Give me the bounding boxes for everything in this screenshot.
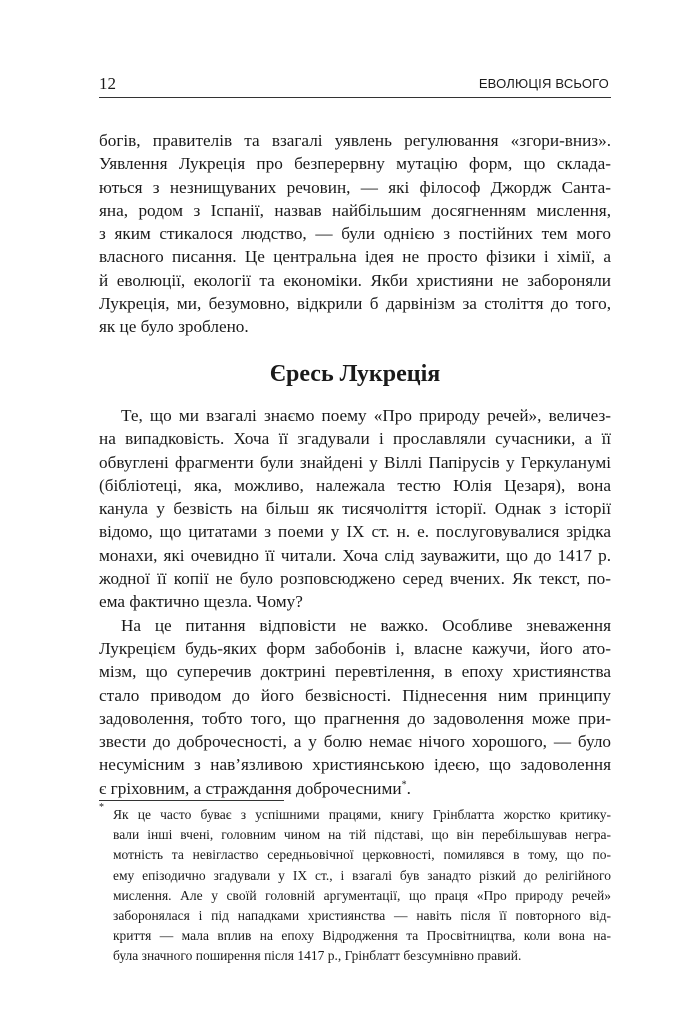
footnote xyxy=(99,802,611,967)
text-line: й еволюції, екології та економіки. Якби християни не забороняли xyxy=(99,270,611,290)
footnote-line xyxy=(99,802,611,825)
text-line: несумісним з нав’язливою християнською ідеєю, що задоволення xyxy=(99,755,611,775)
text-line: задоволення, тобто того, що прагнення до задоволення може при- xyxy=(99,708,611,728)
header-rule xyxy=(99,97,611,98)
running-title: ЕВОЛЮЦІЯ ВСЬОГО xyxy=(478,76,609,91)
text-line: монахи, які очевидно її читали. Хоча слід зауважити, що до 1417 р. xyxy=(99,545,611,565)
text-line: звести до доброчесності, а у болю немає нічого хорошого, — було xyxy=(99,732,611,752)
text-line: канула у безвість на більш як тисячоліття історії. Однак з історії xyxy=(99,499,611,519)
footnote-line: криття — мала вплив на епоху Відродження та Просвітництва, коли вона на- xyxy=(113,928,611,944)
section-title: Єресь Лукреція xyxy=(269,361,441,387)
text-line: з яким стикалося людство, — були однією з постійних тем мого xyxy=(99,224,611,244)
page-number: 12 xyxy=(99,74,116,93)
footnote-line: ему епізодично згадували у IX ст., і взагалі був занадто різкий до релігійного xyxy=(113,867,611,883)
footnote-line: була значного поширення після 1417 р., Грінблатт безсумнівно правий. xyxy=(113,948,522,964)
text-line: Уявлення Лукреція про безперервну мутацію форм, що склада- xyxy=(99,154,611,174)
text-line: жодної її копії не було розповсюджено серед вчених. Як текст, по- xyxy=(99,569,611,589)
running-head xyxy=(99,72,611,98)
footnote-reference[interactable]: * xyxy=(401,779,407,791)
text-line: богів, правителів та взагалі уявлень регулювання «згори-вниз». xyxy=(99,131,611,150)
text-line: як це було зроблено. xyxy=(99,317,249,337)
text-line: відомо, що цитатами з поеми у IX ст. н. е. послуговувалися зрідка xyxy=(99,522,611,542)
text-line: стало приводом до його безвісності. Піднесення ним принципу xyxy=(99,685,611,705)
footnote-line: вали інші вчені, головним чином на тій підставі, що він перебільшував негра- xyxy=(113,827,611,843)
text-line: ються з незнищуваних речовин, — які філософ Джордж Санта- xyxy=(99,177,611,197)
section-body xyxy=(99,404,611,800)
text-line: є гріховним, а страждання доброчесними xyxy=(99,778,402,798)
footnote-line: мотність та невігластво середньовічної церковності, помилявся в тому, що по- xyxy=(113,847,611,863)
footnote-marker: * xyxy=(99,802,104,813)
text-line: яна, родом з Іспанії, назвав найбільшим досягненням мислення, xyxy=(99,200,611,220)
text-line: Лукреція, ми, безумовно, відкрили б дарвінізм за століття до того, xyxy=(99,294,611,314)
text-line: Лукрецієм будь-яких форм забобонів і, власне кажучи, його ато- xyxy=(99,638,611,658)
text-line: на випадковість. Хоча її згадували і прославляли сучасники, а її xyxy=(99,429,611,449)
text-line: ема фактично щезла. Чому? xyxy=(99,592,303,612)
footnote-line: мислення. Але у своїй головній аргументації, що праця «Про природу речей» xyxy=(113,887,611,903)
text-line: На це питання відповісти не важко. Особливе зневаження xyxy=(121,615,611,635)
text-line: мізм, що суперечив доктрині перевтілення, в епоху християнства xyxy=(99,662,611,682)
text-line: (бібліотеці, яка, можливо, належала тестю Юлія Цезаря), вона xyxy=(99,475,611,495)
text-line: Те, що ми взагалі знаємо поему «Про природу речей», величез- xyxy=(121,406,611,425)
footnote-rule xyxy=(99,800,284,801)
text-line: обвуглені фрагменти були знайдені у Віллі Папірусів у Геркуланумі xyxy=(99,452,611,472)
text-line-with-note: є гріховним, а страждання доброчесними*. xyxy=(99,778,411,798)
intro-paragraph xyxy=(99,129,611,339)
text-line: власного писання. Це центральна ідея не просто фізики і хімії, а xyxy=(99,247,611,267)
footnote-line: заборонялася і під нападками християнства — навіть після її повторного від- xyxy=(113,907,611,923)
footnote-line-text: Як це часто буває з успішними працями, книгу Грінблатта жорстко критику- xyxy=(113,807,611,822)
